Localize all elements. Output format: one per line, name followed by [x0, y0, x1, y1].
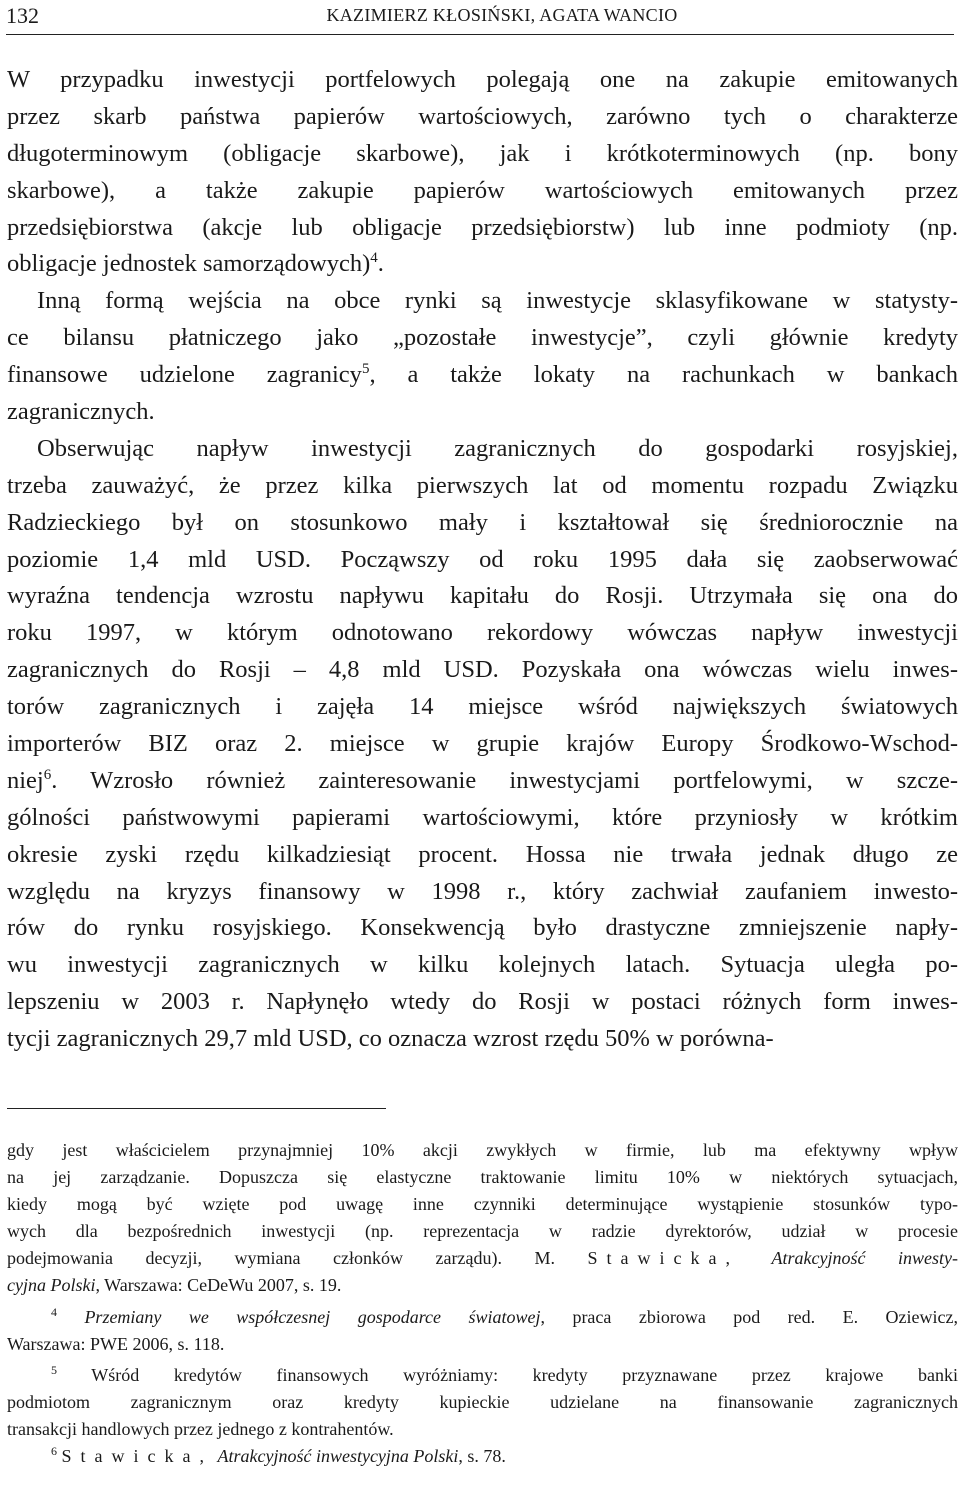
body-line	[7, 726, 958, 763]
body-text-segment: przez skarb państwa papierów wartościowych, zarówno tych o charakterze	[7, 102, 958, 130]
body-text-segment: roku 1997, w którym odnotowano rekordowy wówczas napływ inwestycji	[7, 619, 958, 647]
body-text-segment: lepszeniu w 2003 r. Napłynęło wtedy do Rosji w postaci różnych form inwes-	[7, 988, 958, 1016]
body-text-segment: okresie zyski rzędu kilkadziesiąt procent. Hossa nie trwała jednak długo ze	[7, 840, 958, 868]
footnote-line: kiedy mogą być wzięte pod uwagę inne czynniki determinujące wystąpienie stosunków typo-	[7, 1194, 958, 1215]
footnote-6-text: , s. 78.	[458, 1446, 506, 1467]
body-line	[7, 468, 958, 505]
footnote-line: podmiotom zagranicznym oraz kredyty kupieckie udzielane na finansowanie zagranicznych	[7, 1391, 958, 1412]
body-line	[7, 99, 958, 136]
page-number: 132	[6, 3, 39, 28]
body-line	[7, 210, 958, 247]
footnote-text: , Warszawa: CeDeWu 2007, s. 19.	[95, 1275, 342, 1296]
footnote-title: cyjna Polski	[7, 1275, 96, 1296]
body-line	[7, 357, 958, 394]
body-line	[7, 1021, 958, 1058]
footnote-6	[7, 1443, 958, 1470]
body-text-segment: . Wzrosło również zainteresowanie inwestycjami portfelowymi, w szcze-	[51, 766, 958, 794]
body-text-segment: Inną formą wejścia na obce rynki są inwestycje sklasyfikowane w statysty-	[37, 287, 958, 315]
body-line	[7, 320, 958, 357]
footnote-5-number: 5	[51, 1362, 57, 1377]
body-text-segment: W przypadku inwestycji portfelowych polegają one na zakupie emitowanych	[7, 66, 958, 93]
footnote-line: Warszawa: PWE 2006, s. 118.	[7, 1333, 225, 1354]
body-line	[7, 394, 958, 431]
body-text-segment: poziomie 1,4 mld USD. Począwszy od roku 1995 dała się zaobserwować	[7, 545, 958, 573]
body-text-segment: .	[377, 250, 384, 278]
body-text-segment: skarbowe), a także zakupie papierów wartościowych emitowanych przez	[7, 176, 958, 204]
body-text-segment: importerów BIZ oraz 2. miejsce w grupie krajów Europy Środkowo-Wschod-	[7, 730, 958, 758]
body-text-segment: finansowe udzielone zagranicy	[7, 361, 362, 389]
body-line	[7, 578, 958, 615]
body-text-segment: obligacje jednostek samorządowych)	[7, 250, 371, 278]
body-line	[7, 431, 958, 468]
body-line	[7, 800, 958, 837]
body-text-segment: trzeba zauważyć, że przez kilka pierwszych lat od momentu rozpadu Związku	[7, 471, 958, 499]
footnote-title: Atrakcyjność inwesty-	[771, 1248, 958, 1269]
body-line	[7, 652, 958, 689]
body-text-segment: tycji zagranicznych 29,7 mld USD, co oznacza wzrost rzędu 50% w porówna-	[7, 1025, 774, 1053]
footnotes	[7, 1137, 958, 1470]
body-line	[7, 283, 958, 320]
footnote-reference: 5	[361, 361, 370, 378]
footnote-4-number: 4	[51, 1304, 57, 1319]
body-line	[7, 173, 958, 210]
body-line	[7, 984, 958, 1021]
footnote-author: Stawicka,	[587, 1248, 739, 1269]
body-text-segment: Radzieckiego był on stosunkowo mały i kształtował się średniorocznie na	[7, 508, 958, 536]
footnote-5-text: Wśród kredytów finansowych wyróżniamy: kredyty przyznawane przez krajowe banki	[91, 1364, 958, 1385]
footnote-line: wych dla bezpośrednich inwestycji (np. reprezentacja w radzie dyrektorów, udział w procesie	[7, 1221, 958, 1242]
footnote-5	[7, 1362, 958, 1389]
footnote-line: na jej zarządzanie. Dopuszcza się elastyczne traktowanie limitu 10% w niektórych sytuacjach,	[7, 1167, 958, 1188]
footnote-reference: 6	[43, 766, 52, 783]
footnote-4	[7, 1304, 958, 1331]
body-line	[7, 136, 958, 173]
body-text-segment: niej	[7, 766, 44, 794]
body-text-segment: względu na kryzys finansowy w 1998 r., który zachwiał zaufaniem inwesto-	[7, 877, 958, 905]
body-text-segment: wu inwestycji zagranicznych w kilku kolejnych latach. Sytuacja uległa po-	[7, 951, 958, 979]
footnote-4-text: , praca zbiorowa pod red. E. Oziewicz,	[540, 1306, 958, 1327]
body-text-segment: zagranicznych do Rosji – 4,8 mld USD. Pozyskała ona wówczas wielu inwes-	[7, 656, 958, 684]
body-text-segment: torów zagranicznych i zajęła 14 miejsce wśród największych światowych	[7, 693, 958, 721]
body-text-segment: zagranicznych.	[7, 398, 155, 426]
running-header	[6, 0, 954, 35]
body-text-segment: gólności państwowymi papierami wartościowymi, które przyniosły w krótkim	[7, 803, 958, 831]
running-head-authors: KAZIMIERZ KŁOSIŃSKI, AGATA WANCIO	[326, 5, 678, 25]
footnote-6-number: 6	[51, 1444, 57, 1459]
main-body-text	[7, 62, 958, 1058]
footnote-6-author: Stawicka,	[61, 1446, 213, 1467]
footnote-6-title: Atrakcyjność inwestycyjna Polski	[217, 1446, 459, 1467]
body-text-segment: ce bilansu płatniczego jako „pozostałe inwestycje”, czyli głównie kredyty	[7, 324, 958, 352]
body-text-segment: , a także lokaty na rachunkach w bankach	[369, 361, 958, 389]
body-line	[7, 947, 958, 984]
body-line	[7, 505, 958, 542]
body-line	[7, 763, 958, 800]
body-line	[7, 874, 958, 911]
body-line	[7, 542, 958, 579]
body-line	[7, 910, 958, 947]
footnote-line: transakcji handlowych przez jednego z kontrahentów.	[7, 1418, 394, 1439]
footnote-separator	[7, 1108, 386, 1109]
body-text-segment: długoterminowym (obligacje skarbowe), jak i krótkoterminowych (np. bony	[7, 139, 958, 167]
body-text-segment: wyraźna tendencja wzrostu napływu kapitału do Rosji. Utrzymała się ona do	[7, 582, 958, 610]
body-line	[7, 689, 958, 726]
body-line	[7, 246, 958, 283]
footnote-line: gdy jest właścicielem przynajmniej 10% akcji zwykłych w firmie, lub ma efektywny wpływ	[7, 1140, 958, 1160]
footnote-line	[7, 1245, 958, 1272]
body-text-segment: Obserwując napływ inwestycji zagranicznych do gospodarki rosyjskiej,	[37, 434, 958, 462]
body-text-segment: przedsiębiorstwa (akcje lub obligacje przedsiębiorstw) lub inne podmioty (np.	[7, 213, 958, 241]
body-line	[7, 615, 958, 652]
footnote-text: podejmowania decyzji, wymiana członków zarządu). M.	[7, 1248, 588, 1269]
footnote-line	[7, 1272, 958, 1299]
body-line	[7, 62, 958, 99]
body-text-segment: rów do rynku rosyjskiego. Konsekwencją było drastyczne zmniejszenie napły-	[7, 914, 958, 942]
body-line	[7, 837, 958, 874]
footnote-reference: 4	[370, 250, 378, 267]
footnote-4-title: Przemiany we współczesnej gospodarce światowej	[84, 1306, 541, 1327]
